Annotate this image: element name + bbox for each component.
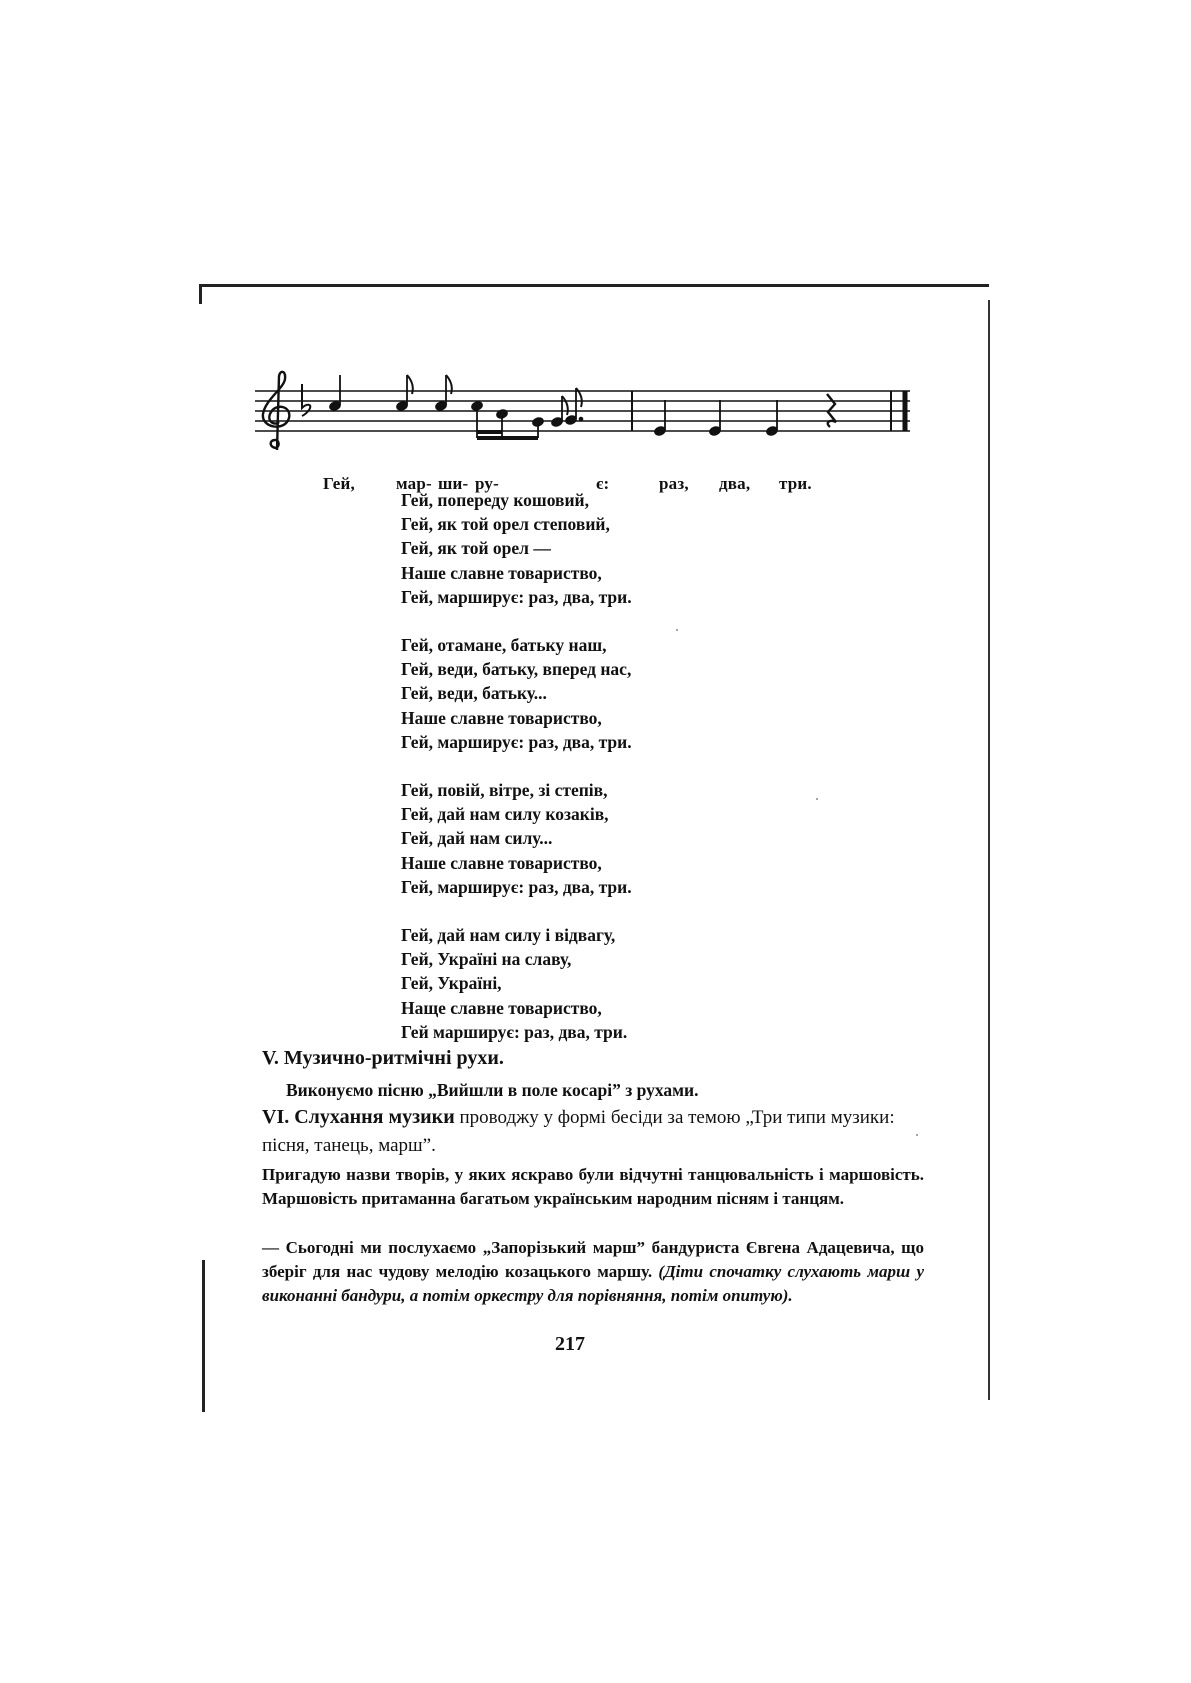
verse-line: Гей, марширує: раз, два, три. (401, 731, 632, 752)
scan-speck (816, 798, 818, 800)
scan-speck (676, 629, 678, 631)
verse-line: Гей, повій, вітре, зі степів, (401, 780, 608, 801)
scan-speck (916, 1134, 918, 1136)
section-5-text: Виконуємо пісню „Вийшли в поле косарі” з рухами. (286, 1080, 699, 1100)
frame-right-rule (988, 300, 990, 1400)
verse-line: Наше славне товариство, (401, 852, 602, 873)
frame-top-rule (199, 284, 989, 287)
section-6-heading-lead: VI. Слухання музики (262, 1106, 455, 1128)
verse-line: Гей, Україні на славу, (401, 949, 572, 970)
frame-left-rule (202, 1260, 205, 1412)
verse-line: Гей, попереду кошовий, (401, 490, 590, 510)
dialog-note: (Діти спочатку слухають марш у виконанні бандури, а потім оркестру для порівняння, потім опитую). (262, 1262, 924, 1305)
verse-line: Гей, Україні, (401, 973, 502, 994)
music-staff (255, 370, 915, 470)
verse-line: Гей, марширує: раз, два, три. (401, 876, 632, 897)
lyric-syllable: два, (719, 474, 751, 493)
verse-line: Гей, веди, батьку... (401, 683, 547, 704)
verse-line: Гей, марширує: раз, два, три. (401, 586, 632, 607)
lyric-syllable: три. (779, 474, 812, 493)
dialog-text: — Сьогодні ми послухаємо „Запорізький марш” бандуриста Євгена Адацевича, що зберіг для нас чудову мелодію козацького маршу. (262, 1238, 924, 1281)
verse-line: Гей, як той орел — (401, 538, 551, 559)
lyric-syllable: раз, (659, 474, 689, 493)
verse (401, 633, 632, 754)
section-6-dialog (262, 1236, 924, 1308)
page-number: 217 (555, 1333, 585, 1355)
verse-line: Гей, веди, батьку, вперед нас, (401, 659, 632, 680)
lyric-syllable: мар- (396, 474, 432, 493)
verse-line: Гей, дай нам силу і відвагу, (401, 925, 616, 946)
verse-line: Наше славне товариство, (401, 562, 602, 583)
verse-line: Наще славне товариство, (401, 997, 602, 1018)
section-6-heading-rest: проводжу у формі бесіди за темою „Три типи музики: пісня, танець, марш”. (262, 1107, 895, 1156)
verse (401, 778, 632, 899)
verse (401, 923, 632, 1044)
verse-line: Наше славне товариство, (401, 707, 602, 728)
song-verses (401, 488, 632, 1044)
verse-line: Гей, дай нам силу козаків, (401, 804, 609, 825)
lyric-syllable: ши- (438, 474, 469, 493)
verse-line: Гей, як той орел степовий, (401, 514, 610, 535)
lyric-syllable: є: (596, 474, 610, 493)
frame-corner (199, 284, 202, 304)
section-5-heading: V. Музично-ритмічні рухи. (262, 1047, 504, 1069)
verse-line: Гей, дай нам силу... (401, 828, 553, 849)
section-6-paragraph: Пригадую назви творів, у яких яскраво були відчутні танцювальність і маршовість. Маршовість притаманна багатьом українським народним пісням і танцям. (262, 1165, 924, 1208)
lyric-syllable: Гей, (323, 474, 355, 493)
lyric-syllable: ру- (475, 474, 499, 493)
verse-line: Гей, отамане, батьку наш, (401, 635, 607, 656)
verse-line: Гей марширує: раз, два, три. (401, 1021, 628, 1042)
section-6-heading (262, 1103, 924, 1160)
verse (401, 488, 632, 609)
